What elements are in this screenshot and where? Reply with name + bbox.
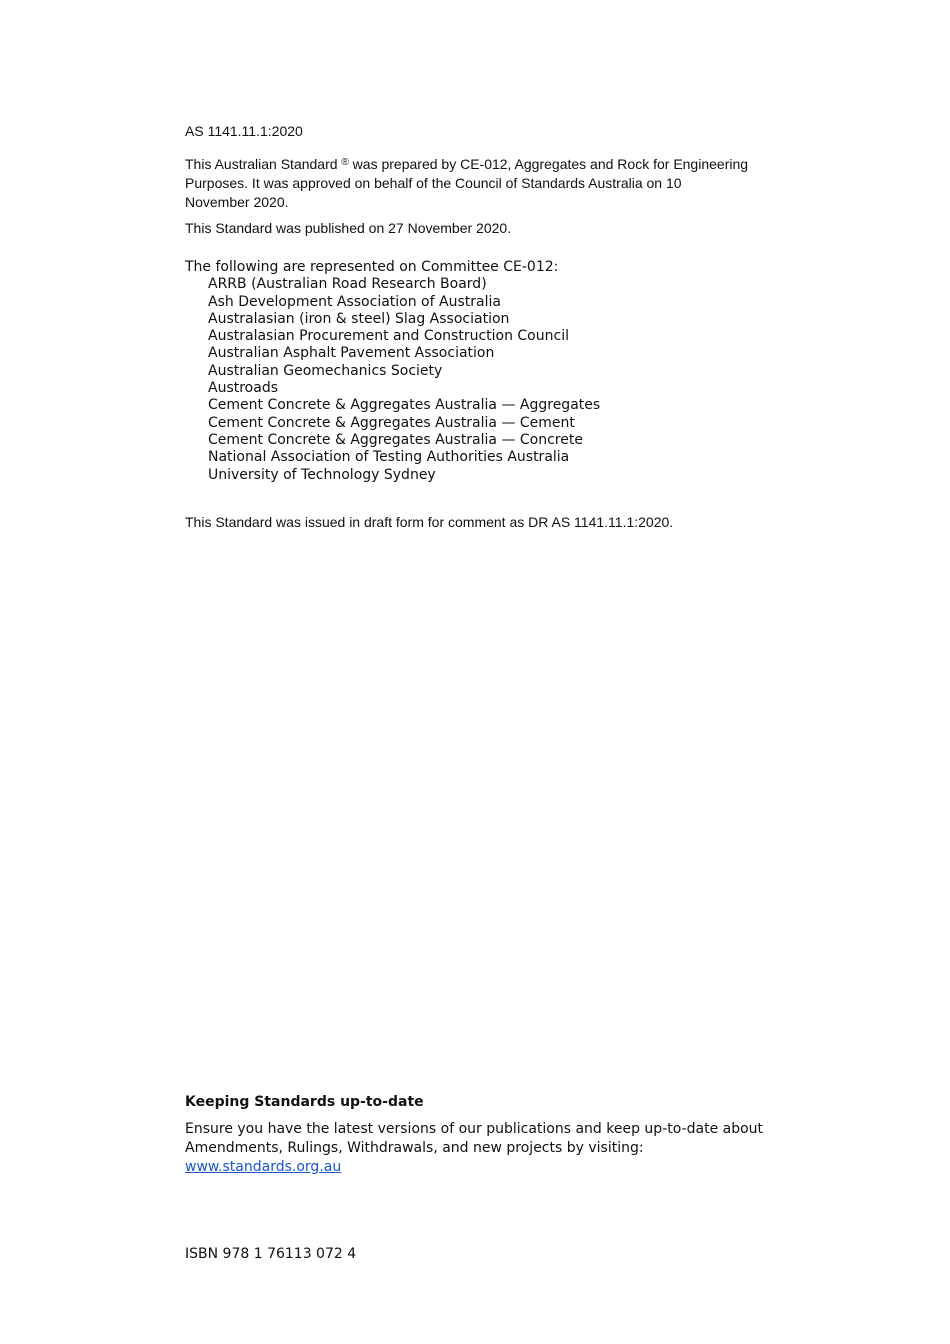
- committee-member: Australasian Procurement and Construction Council: [208, 328, 569, 345]
- draft-note: This Standard was issued in draft form for comment as DR AS 1141.11.1:2020.: [185, 514, 674, 530]
- keeping-line-2: Amendments, Rulings, Withdrawals, and new projects by visiting:: [185, 1140, 644, 1156]
- committee-intro: The following are represented on Committee CE-012:: [185, 259, 559, 275]
- committee-member: Cement Concrete & Aggregates Australia — Cement: [208, 414, 575, 431]
- committee-member: Australian Geomechanics Society: [208, 362, 443, 379]
- preparation-text-start: This Australian Standard: [185, 156, 338, 172]
- published-statement: This Standard was published on 27 November 2020.: [185, 220, 512, 236]
- committee-member: Australian Asphalt Pavement Association: [208, 345, 495, 362]
- preparation-text-line2: Purposes. It was approved on behalf of the Council of Standards Australia on 10: [185, 175, 682, 191]
- committee-member: Cement Concrete & Aggregates Australia — Concrete: [208, 431, 583, 448]
- standards-website-link[interactable]: www.standards.org.au: [185, 1159, 342, 1175]
- isbn: ISBN 978 1 76113 072 4: [185, 1246, 357, 1262]
- preparation-text-line1: was prepared by CE-012, Aggregates and Rock for Engineering: [348, 156, 749, 172]
- committee-member: ARRB (Australian Road Research Board): [208, 276, 487, 293]
- preparation-statement: [185, 155, 775, 212]
- committee-member-list: [185, 276, 600, 484]
- committee-member: Cement Concrete & Aggregates Australia — Aggregates: [208, 397, 601, 414]
- committee-member: Ash Development Association of Australia: [208, 293, 501, 310]
- committee-member: Australasian (iron & steel) Slag Association: [208, 310, 510, 327]
- committee-member: Austroads: [208, 380, 279, 397]
- committee-section: [185, 259, 600, 484]
- keeping-line-1: Ensure you have the latest versions of our publications and keep up-to-date about: [185, 1121, 764, 1137]
- committee-member: National Association of Testing Authorities Australia: [208, 449, 570, 466]
- document-code: AS 1141.11.1:2020: [185, 123, 303, 139]
- keeping-up-to-date-heading: Keeping Standards up-to-date: [185, 1094, 424, 1110]
- keeping-up-to-date-body: [185, 1120, 785, 1177]
- committee-member: University of Technology Sydney: [208, 466, 436, 483]
- preparation-text-line3: November 2020.: [185, 194, 289, 210]
- registered-mark: ®: [341, 157, 349, 168]
